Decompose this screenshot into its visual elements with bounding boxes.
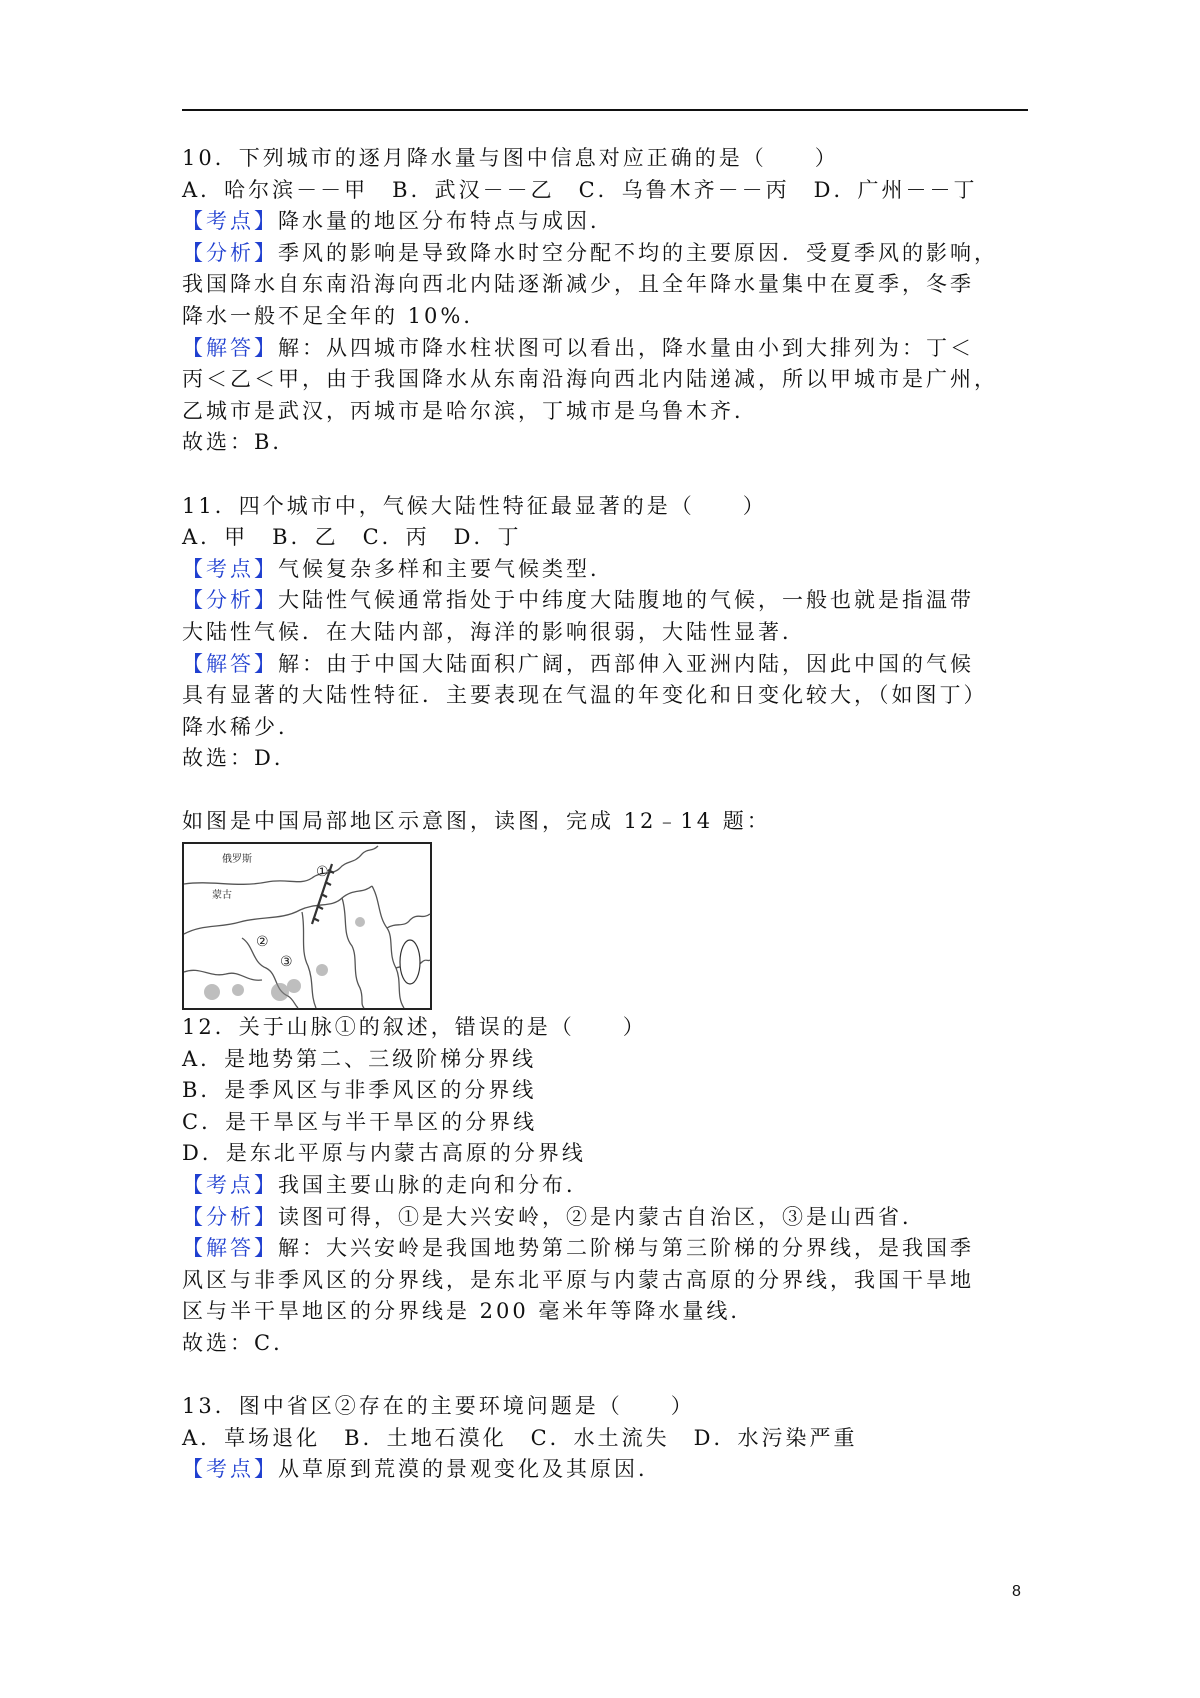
line-text: 故选：C． <box>182 1331 298 1355</box>
section-tag: 【解答】 <box>182 335 278 360</box>
line-text: 11．四个城市中，气候大陆性特征最显著的是（ ） <box>182 493 767 518</box>
map-marker-2: ② <box>256 934 269 951</box>
text-line <box>182 1423 1032 1455</box>
line-text: 如图是中国局部地区示意图，读图，完成 12﹣14 题： <box>182 809 771 834</box>
line-text: B．是季风区与非季风区的分界线 <box>182 1078 537 1103</box>
document-body <box>182 143 1032 1486</box>
line-text: D．是东北平原与内蒙古高原的分界线 <box>182 1141 586 1166</box>
text-line <box>182 806 1032 838</box>
line-text: 我国降水自东南沿海向西北内陆逐渐减少，且全年降水量集中在夏季，冬季 <box>182 272 974 297</box>
text-line <box>182 617 1032 649</box>
text-line <box>182 269 1032 301</box>
line-text: 故选：B． <box>182 430 297 455</box>
line-text: 区与半干旱地区的分界线是 200 毫米年等降水量线． <box>182 1299 755 1324</box>
text-line <box>182 396 1032 428</box>
page-number: 8 <box>1012 1583 1021 1600</box>
section-tag: 【考点】 <box>182 209 278 234</box>
line-text: 丙＜乙＜甲，由于我国降水从东南沿海向西北内陆递减，所以甲城市是广州， <box>182 367 998 392</box>
line-text: 乙城市是武汉，丙城市是哈尔滨，丁城市是乌鲁木齐． <box>182 398 758 423</box>
line-text: 故选：D． <box>182 746 298 771</box>
map-marker-1: ① <box>316 864 329 881</box>
section-tag: 【分析】 <box>182 1204 278 1229</box>
text-line <box>182 1391 1032 1423</box>
text-line <box>182 175 1032 207</box>
line-text: 10．下列城市的逐月降水量与图中信息对应正确的是（ ） <box>182 146 839 170</box>
line-text: C．是干旱区与半干旱区的分界线 <box>182 1109 538 1134</box>
text-line <box>182 143 1032 175</box>
text-line <box>182 554 1032 586</box>
line-text: A．哈尔滨－－甲 B．武汉－－乙 C．乌鲁木齐－－丙 D．广州－－丁 <box>182 177 978 202</box>
line-text: 13．图中省区②存在的主要环境问题是（ ） <box>182 1394 695 1419</box>
text-line <box>182 585 1032 617</box>
header-rule <box>182 109 1028 111</box>
line-text: 具有显著的大陆性特征．主要表现在气温的年变化和日变化较大，（如图丁） <box>182 683 988 708</box>
text-line <box>182 333 1032 365</box>
text-line <box>182 1328 1032 1360</box>
text-line <box>182 1170 1032 1202</box>
text-line <box>182 522 1032 554</box>
section-tag: 【解答】 <box>182 651 278 676</box>
line-text: 降水稀少． <box>182 714 302 739</box>
text-line <box>182 1075 1032 1107</box>
text-line <box>182 1454 1032 1486</box>
text-line <box>182 301 1032 333</box>
text-line <box>182 1296 1032 1328</box>
text-line <box>182 1138 1032 1170</box>
line-text: 解：由于中国大陆面积广阔，西部伸入亚洲内陆，因此中国的气候 <box>278 651 974 676</box>
text-line <box>182 649 1032 681</box>
paragraph-gap <box>182 775 1032 807</box>
section-tag: 【考点】 <box>182 556 278 581</box>
text-line <box>182 1012 1032 1044</box>
line-text: 从草原到荒漠的景观变化及其原因． <box>278 1457 662 1482</box>
line-text: 我国主要山脉的走向和分布． <box>278 1173 590 1198</box>
text-line <box>182 1265 1032 1297</box>
text-line <box>182 1202 1032 1234</box>
text-line <box>182 364 1032 396</box>
text-line <box>182 1107 1032 1139</box>
section-tag: 【考点】 <box>182 1457 278 1482</box>
line-text: 读图可得，①是大兴安岭，②是内蒙古自治区，③是山西省． <box>278 1204 926 1229</box>
line-text: 大陆性气候通常指处于中纬度大陆腹地的气候，一般也就是指温带 <box>278 588 974 613</box>
line-text: 解：大兴安岭是我国地势第二阶梯与第三阶梯的分界线，是我国季 <box>278 1236 974 1261</box>
map-label-mongolia: 蒙古 <box>212 890 232 902</box>
text-line <box>182 491 1032 523</box>
text-line <box>182 1233 1032 1265</box>
line-text: 风区与非季风区的分界线，是东北平原与内蒙古高原的分界线，我国干旱地 <box>182 1267 974 1292</box>
line-text: A．是地势第二、三级阶梯分界线 <box>182 1046 537 1071</box>
line-text: A．甲 B．乙 C．丙 D．丁 <box>182 525 522 550</box>
text-line <box>182 743 1032 775</box>
paragraph-gap <box>182 1360 1032 1392</box>
line-text: 气候复杂多样和主要气候类型． <box>278 556 614 581</box>
line-text: 降水一般不足全年的 10%． <box>182 303 488 328</box>
line-text: 12．关于山脉①的叙述，错误的是（ ） <box>182 1015 647 1040</box>
section-tag: 【分析】 <box>182 588 278 613</box>
map-label-russia: 俄罗斯 <box>222 854 252 866</box>
line-text: 解：从四城市降水柱状图可以看出，降水量由小到大排列为：丁＜ <box>278 335 974 360</box>
line-text: 降水量的地区分布特点与成因． <box>278 209 614 234</box>
text-line <box>182 1044 1032 1076</box>
china-region-map <box>182 842 432 1010</box>
text-line <box>182 680 1032 712</box>
paragraph-gap <box>182 459 1032 491</box>
text-line <box>182 238 1032 270</box>
text-line <box>182 712 1032 744</box>
map-marker-3: ③ <box>280 954 293 971</box>
text-line <box>182 427 1032 459</box>
section-tag: 【解答】 <box>182 1236 278 1261</box>
section-tag: 【分析】 <box>182 240 278 265</box>
line-text: A．草场退化 B．土地石漠化 C．水土流失 D．水污染严重 <box>182 1425 858 1450</box>
line-text: 季风的影响是导致降水时空分配不均的主要原因．受夏季风的影响， <box>278 240 998 265</box>
line-text: 大陆性气候．在大陆内部，海洋的影响很弱，大陆性显著． <box>182 619 806 644</box>
section-tag: 【考点】 <box>182 1173 278 1198</box>
text-line <box>182 206 1032 238</box>
